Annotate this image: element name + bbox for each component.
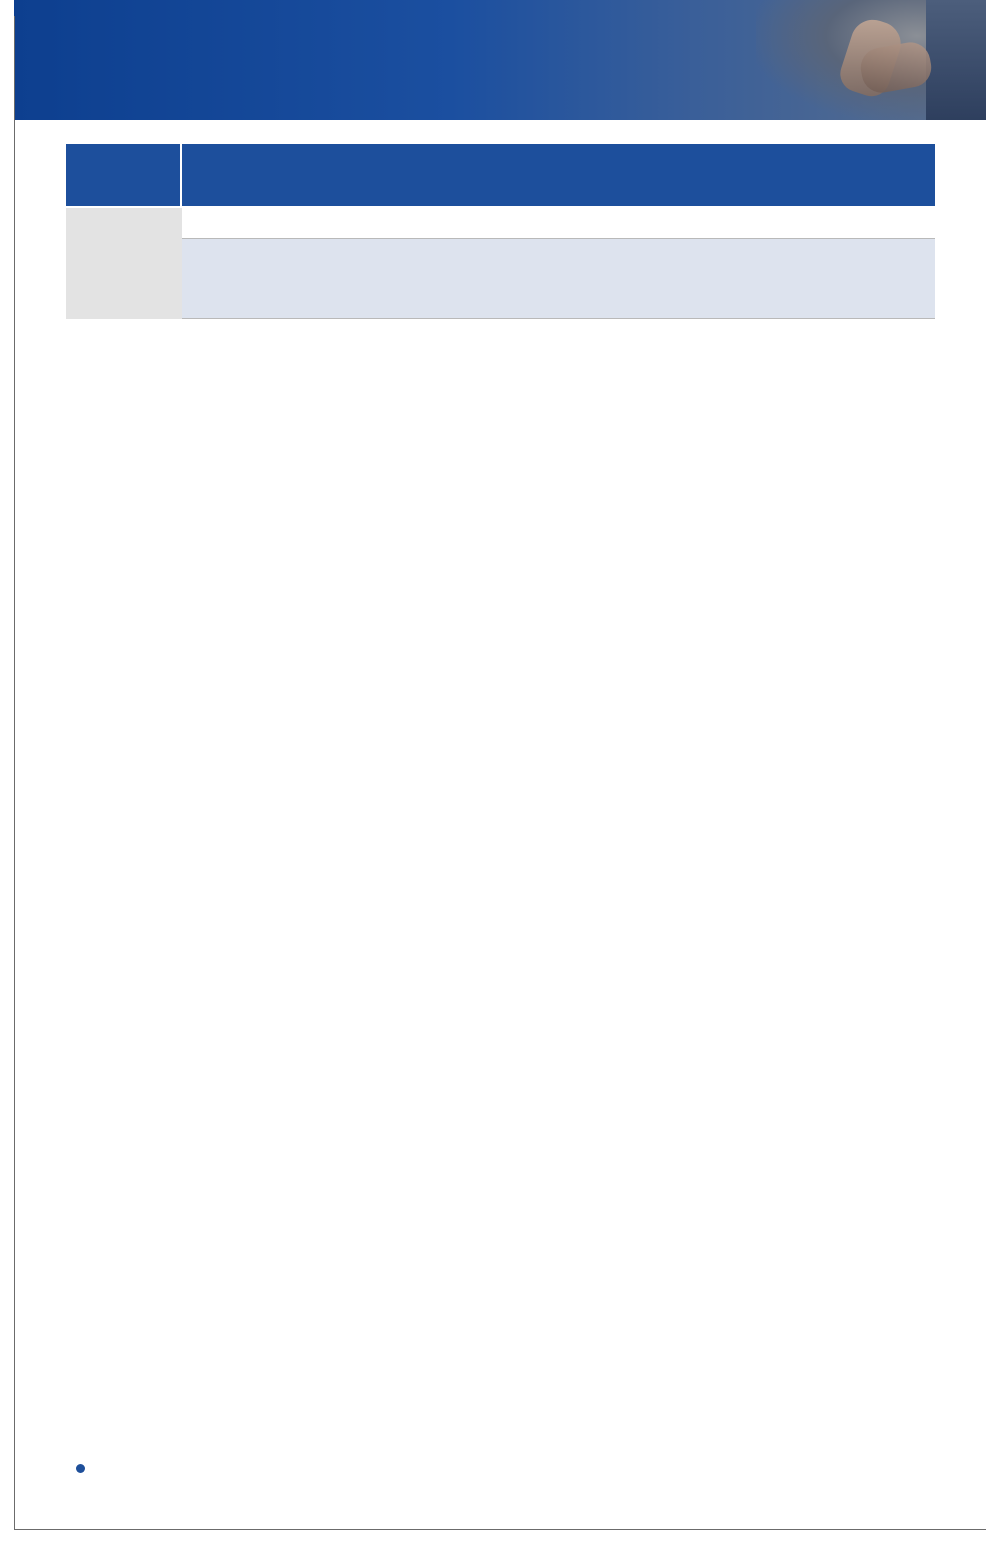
sermon-row bbox=[66, 239, 935, 319]
responsive-reading-speakers bbox=[66, 208, 182, 239]
legend bbox=[76, 1464, 92, 1473]
standing-dot-icon bbox=[76, 1464, 85, 1473]
header-label bbox=[66, 144, 182, 206]
order-of-worship-table bbox=[66, 144, 935, 319]
table-header-row bbox=[66, 144, 935, 206]
header-value bbox=[182, 144, 935, 206]
responsive-reading-lines bbox=[182, 208, 935, 239]
sermon-title bbox=[182, 239, 935, 319]
responsive-reading-row bbox=[66, 208, 935, 239]
sermon-label bbox=[66, 239, 182, 319]
